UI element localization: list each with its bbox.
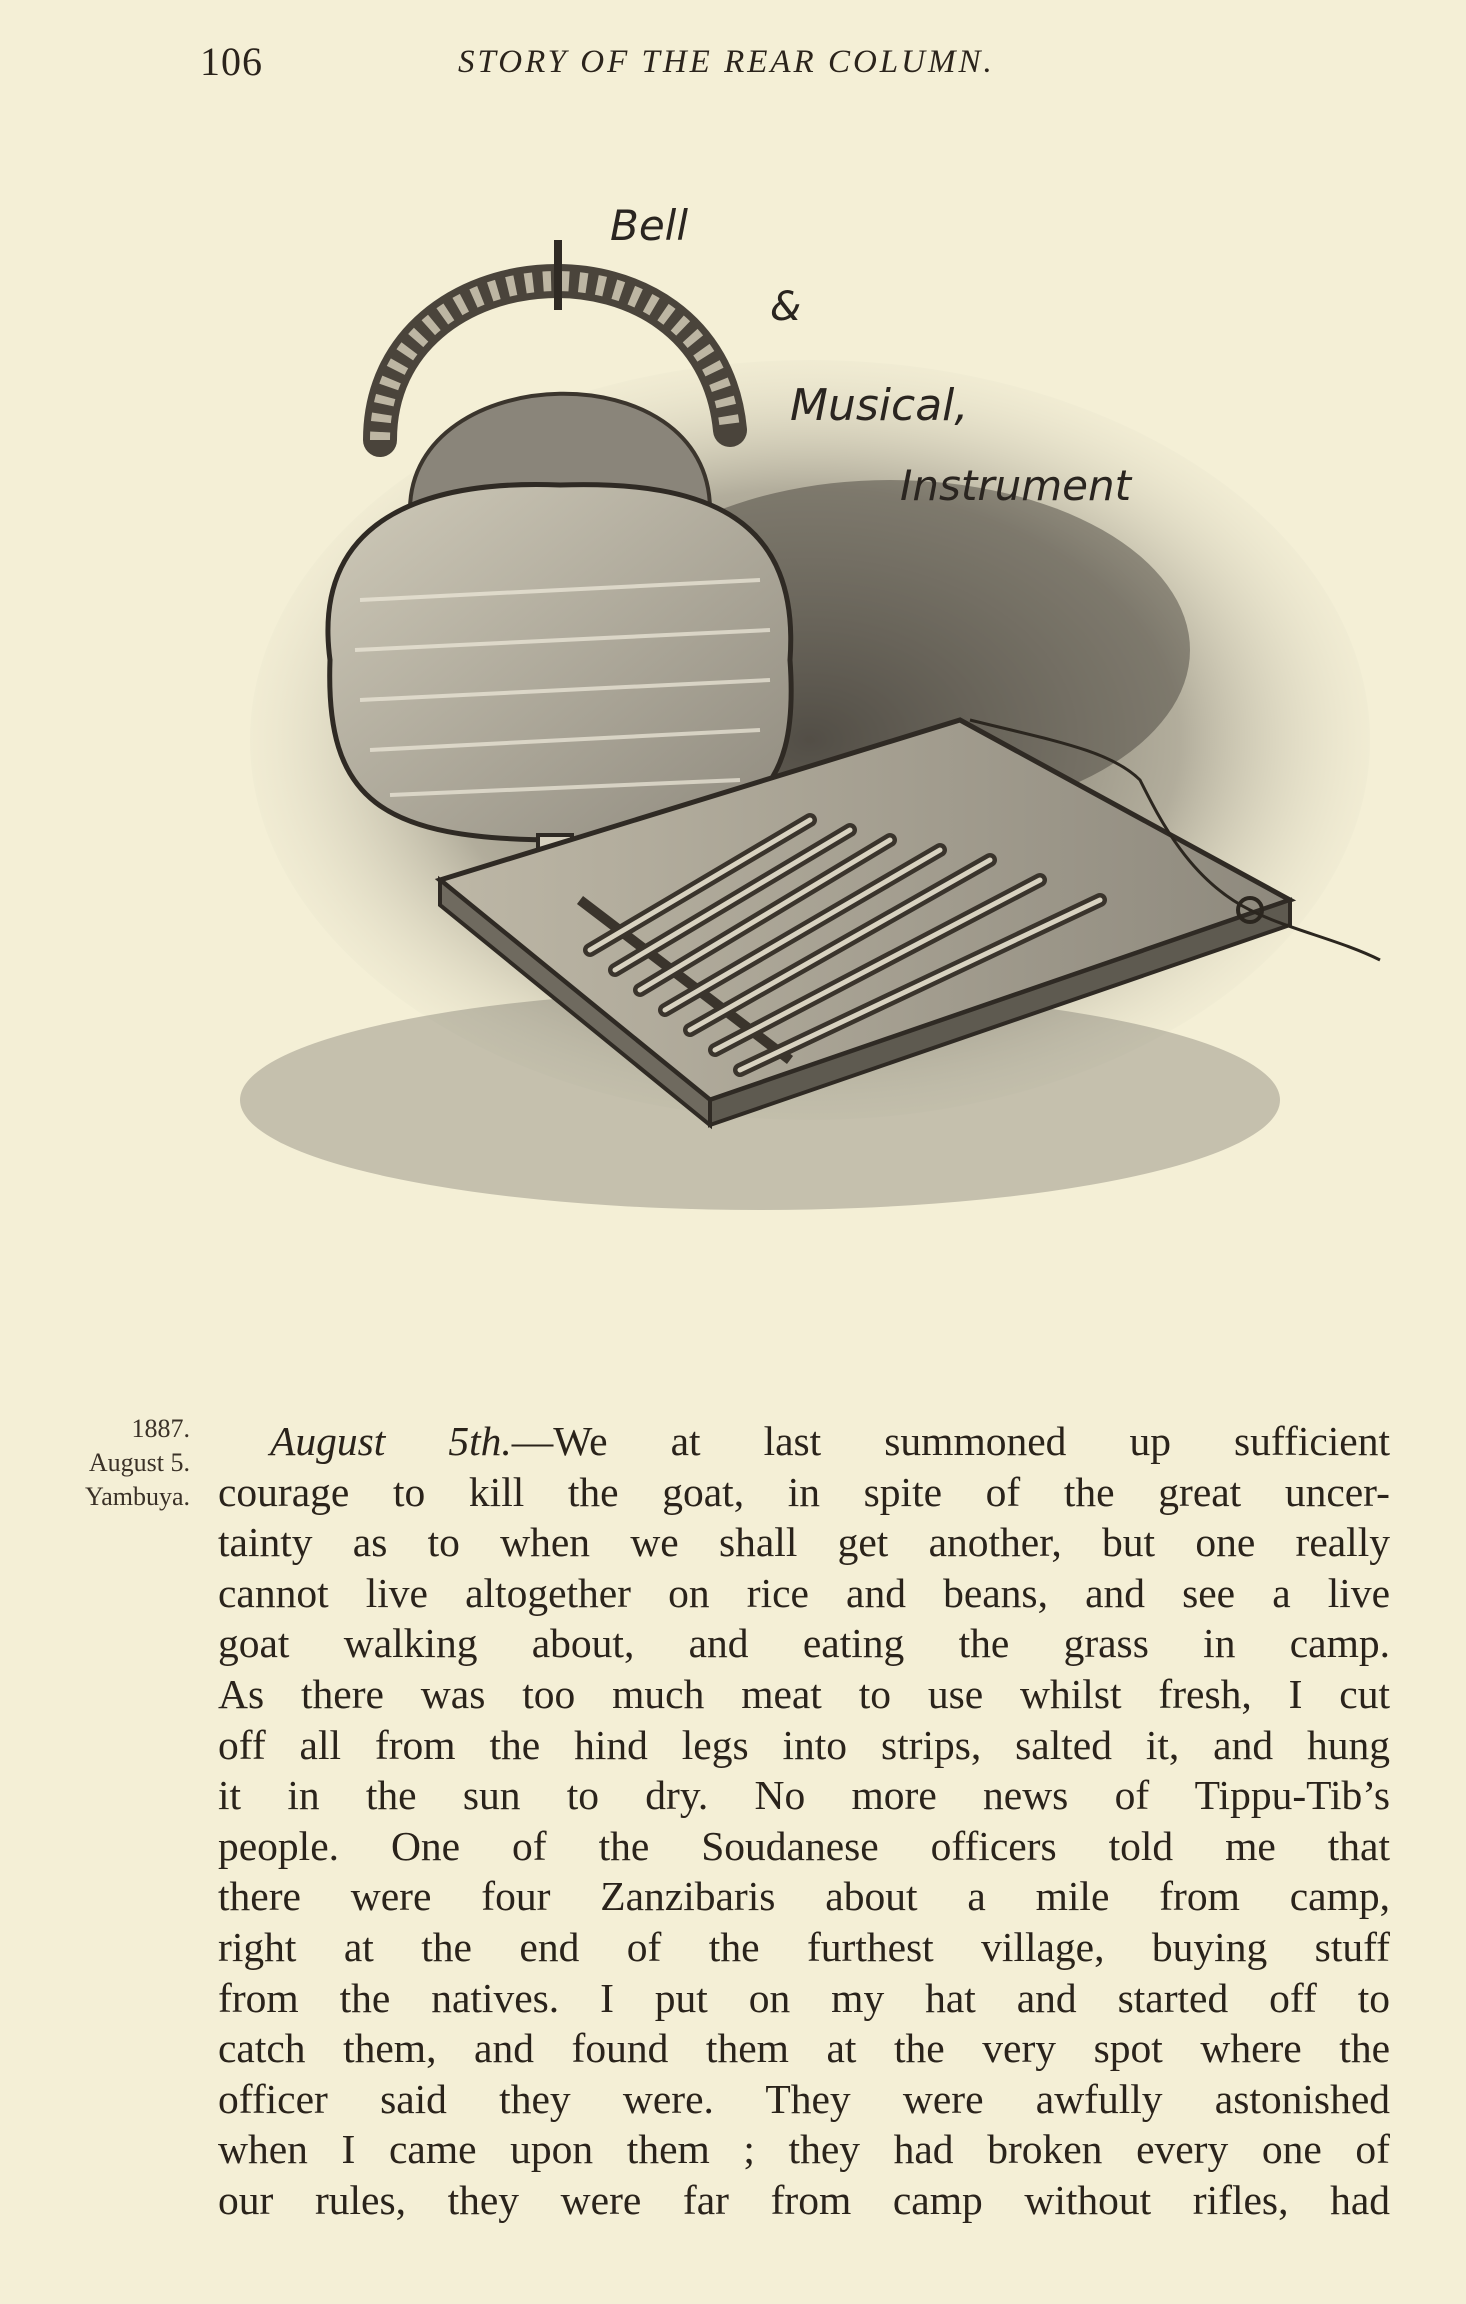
- text-line: goat walking about, and eating the grass in camp.: [218, 1620, 1390, 1667]
- entry-date: August 5th.: [270, 1418, 512, 1464]
- running-title: STORY OF THE REAR COLUMN.: [458, 44, 995, 80]
- illustration-bell-and-musical-instrument: [110, 180, 1400, 1340]
- text-line: officer said they were. They were awfully astonished: [218, 2075, 1390, 2122]
- margin-notes: [20, 1412, 190, 1514]
- margin-note-year: 1887.: [131, 1414, 190, 1443]
- text-line: cannot live altogether on rice and beans, and see a live: [218, 1569, 1390, 1616]
- text-line-content: —We at last summoned up sufficient: [511, 1418, 1390, 1464]
- text-line: from the natives. I put on my hat and started off to: [218, 1974, 1390, 2021]
- text-line: courage to kill the goat, in spite of the great uncer-: [218, 1468, 1390, 1515]
- text-line: catch them, and found them at the very spot where the: [218, 2025, 1390, 2072]
- caption-musical: Musical,: [790, 380, 969, 431]
- margin-note-place: Yambuya.: [85, 1482, 190, 1511]
- text-line: there were four Zanzibaris about a mile from camp,: [218, 1873, 1390, 1920]
- text-line: it in the sun to dry. No more news of Tippu-Tib’s: [218, 1772, 1390, 1819]
- text-line: As there was too much meat to use whilst fresh, I cut: [218, 1670, 1390, 1717]
- illustration-drawing: [110, 180, 1400, 1340]
- page-number: 106: [200, 39, 263, 84]
- running-header: [200, 38, 1200, 88]
- text-line: our rules, they were far from camp without rifles, had: [218, 2176, 1390, 2223]
- text-line: right at the end of the furthest village, buying stuff: [218, 1923, 1390, 1970]
- body-text: [218, 1416, 1390, 2226]
- text-line: tainty as to when we shall get another, but one really: [218, 1519, 1390, 1566]
- margin-note-date: August 5.: [88, 1448, 190, 1477]
- text-line: people. One of the Soudanese officers told me that: [218, 1822, 1390, 1869]
- caption-instrument: Instrument: [900, 461, 1132, 510]
- text-line: when I came upon them ; they had broken every one of: [218, 2126, 1390, 2173]
- text-line: [218, 1416, 1390, 1467]
- caption-bell: Bell: [610, 201, 688, 250]
- caption-ampersand: &: [770, 284, 802, 330]
- text-line: off all from the hind legs into strips, salted it, and hung: [218, 1721, 1390, 1768]
